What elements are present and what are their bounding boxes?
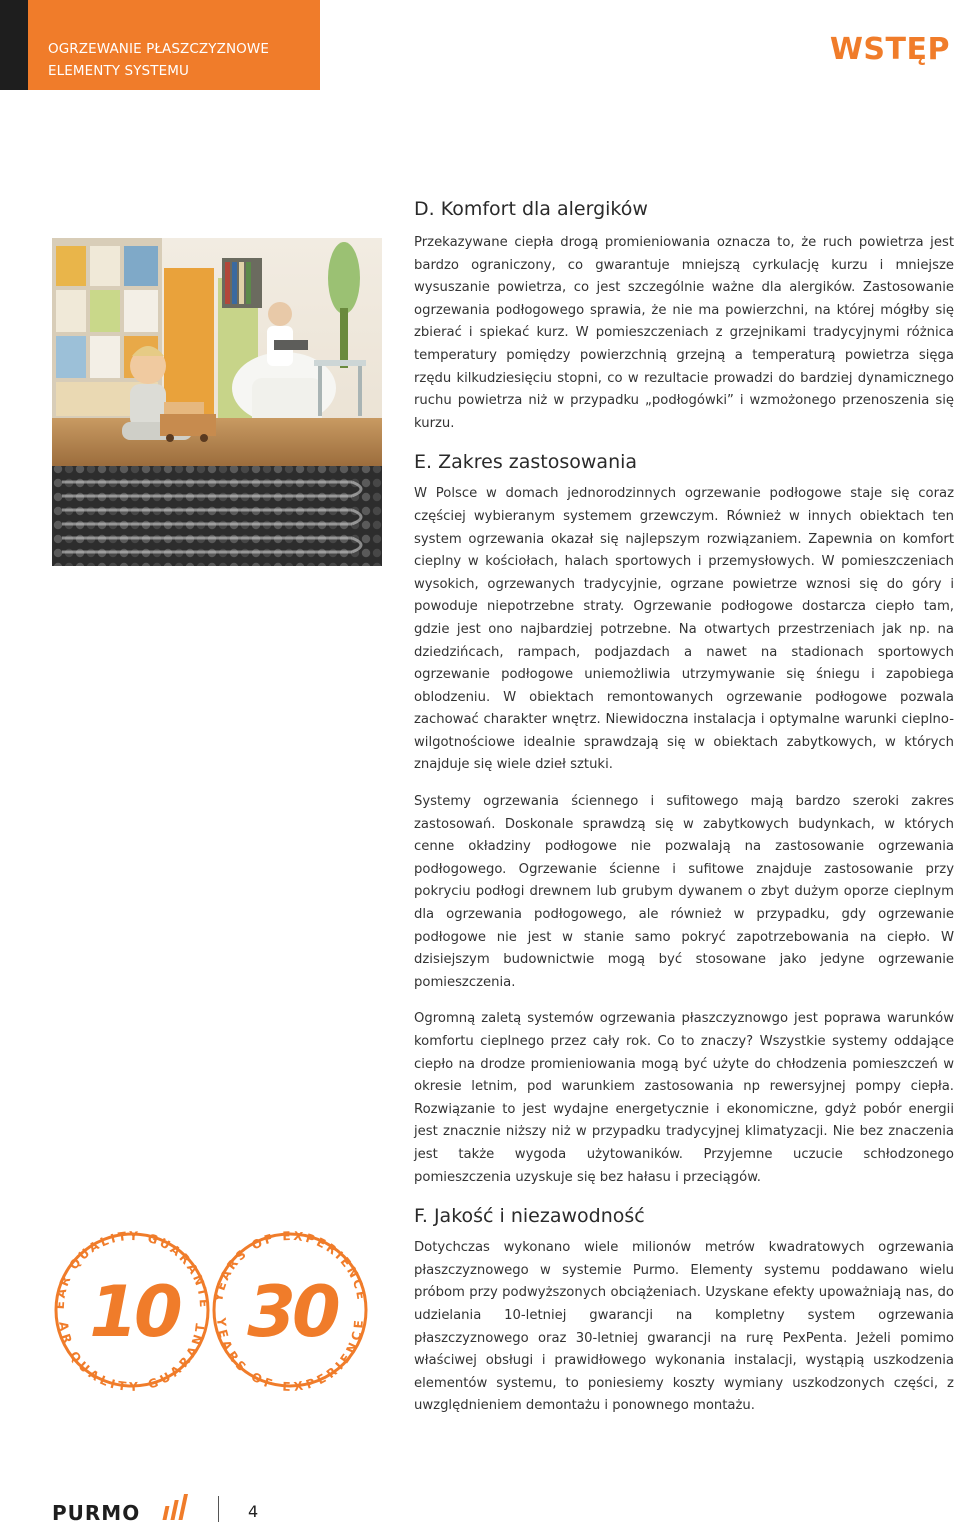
header-black-bar (0, 0, 28, 90)
paragraph-e1: W Polsce w domach jednorodzinnych ogrzewanie podłogowe staje się coraz częściej wybieranym systemem grzewczym. Również w innych obiektach ten system ogrzewania okazał się najlepszym rozwiązaniem. Zapewnia on komfort cieplny w kościołach, halach sportowych i przemysłowych. W pomieszczeniach wysokich, ogrzewanych tradycyjnie, ogrzane powietrze wznosi się do góry i powoduje niepotrzebne straty. Ogrzewanie podłogowe dostarcza ciepło tam, gdzie jest ono najbardziej potrzebne. Na otwartych przestrzeniach jak np. na dziedzińcach, rampach, podjazdach a nawet na stadionach sportowych ogrzewanie podłogowe uniemożliwia utrzymywanie się śniegu i zapobiega oblodzeniu. W obiektach remontowanych ogrzewanie podłogowe pozwala zachować charakter wnętrz. Niewidoczna instalacja i optymalne warunki cieplno-wilgotnościowe idealnie sprawdzają się w obiektach zabytkowych, w których znajduje się wiele dzieł sztuki. (414, 486, 954, 773)
main-text-column (414, 196, 954, 1418)
badge2-number: 30 (247, 1271, 337, 1353)
logo-flame-icon (162, 1494, 188, 1520)
section-label: WSTĘP (829, 32, 950, 67)
paragraph-e3: Ogromną zaletą systemów ogrzewania płaszczyznowgo jest poprawa warunków komfortu cieplnego przez cały rok. Co to znaczy? Wszystkie systemy oddające ciepło na drodze promieniowania mogą być użyte do chłodzenia pomieszczeń w okresie letnim, pod warunkiem zastosowania np rewersyjnej pompy ciepła. Rozwiązanie to jest wydajne energetycznie i ekonomiczne, gdyż pobór energii jest znacznie niższy niż w przypadku tradycyjnej klimatyzacji. Nie bez znaczenia jest także wygoda użytowaników. Przyjemne uczucie schłodzonego pomieszczenia uzyskuje się bez hałasu i przeciągów. (414, 1011, 954, 1185)
guarantee-badges (50, 1226, 370, 1396)
badge1-top-text: EAR QUALITY GUARANTE (52, 1228, 212, 1311)
page-number: 4 (248, 1502, 259, 1521)
heading-d: D. Komfort dla alergików (414, 198, 648, 220)
heading-e: E. Zakres zastosowania (414, 451, 638, 474)
badge2-top-text: YEARS OF EXPERIENCE (211, 1228, 369, 1303)
header-title-line1: OGRZEWANIE PŁASZCZYZNOWE (48, 41, 269, 57)
header-band (28, 0, 320, 90)
badge1-number: 10 (89, 1271, 179, 1353)
paragraph-d: Przekazywane ciepła drogą promieniowania oznacza to, że ruch powietrza jest bardzo ograniczony, co gwarantuje mniejszą cyrkulację kurzu i mniejsze wysuszanie powietrza, co jest szczególnie ważne dla alergików. Zastosowanie ogrzewania podłogowego sprawia, że nie ma powierzchni, na której mógłby się zbierać i spiekać kurz. W pomieszczeniach z grzejnikami tradycyjnymi różnica temperatury pomiędzy powierzchnią grzejną a temperaturą powietrza sięga rzędu kilkudziesięciu stopni, co w rezultacie prowadzi do bardziej dynamicznego ruchu powietrza niż w przypadku „podłogówki” i wzmożonego przenoszenia się kurzu. (414, 235, 954, 431)
heading-f: F. Jakość i niezawodność (414, 1205, 645, 1228)
badge-30-years (211, 1229, 369, 1394)
paragraph-e2: Systemy ogrzewania ściennego i sufitowego mają bardzo szeroki zakres zastosowań. Doskonale sprawdzą się w zabytkowych budynkach, w których cenne okładziny podłogowe nie pozwalają na zastosowanie ogrzewania podłogowego. Ogrzewanie ścienne i sufitowe znajduje zastosowanie przy pokryciu podłogi drewnem lub grubym dywanem o zbyt dużym oporze cieplnym dla ogrzewania podłogowego, ale również w przypadku, gdy ogrzewanie podłogowe nie jest w stanie samo pokryć zapotrzebowania na ciepło. W dzisiejszym budownictwie mogą być stosowane jako jedyne ogrzewanie pomieszczenia. (414, 794, 954, 990)
paragraph-f: Dotychczas wykonano wiele milionów metrów kwadratowych ogrzewania płaszczyznowego w systemie Purmo. Elementy systemu poddawano wielu próbom przy podwyższonych obciążeniach. Uzyskane efekty upoważniają nas, do udzielania 10-letniej gwarancji na kompletny system ogrzewania płaszczyznowego oraz 30-letniej gwarancji na rurę PexPenta. Jeżeli pomimo właściwej obsługi i prawidłowego wykonania instalacji, wystąpią uszkodzenia elementów systemu, to poniesiemy koszty wymiany uszkodzonych części, z uwzględnieniem demontażu i ponownego montażu. (414, 1240, 954, 1414)
header-title (48, 38, 269, 82)
footer-divider (218, 1496, 219, 1522)
interior-photo (52, 238, 382, 566)
header-title-line2: ELEMENTY SYSTEMU (48, 63, 189, 79)
badge1-bottom-text: AR QUALITY GUARANT (56, 1320, 208, 1394)
badge2-bottom-text: YEARS OF EXPERIENCE (213, 1317, 366, 1394)
purmo-logo (52, 1494, 192, 1523)
badge-10-year (50, 1226, 211, 1394)
logo-text: PURMO (52, 1501, 141, 1523)
